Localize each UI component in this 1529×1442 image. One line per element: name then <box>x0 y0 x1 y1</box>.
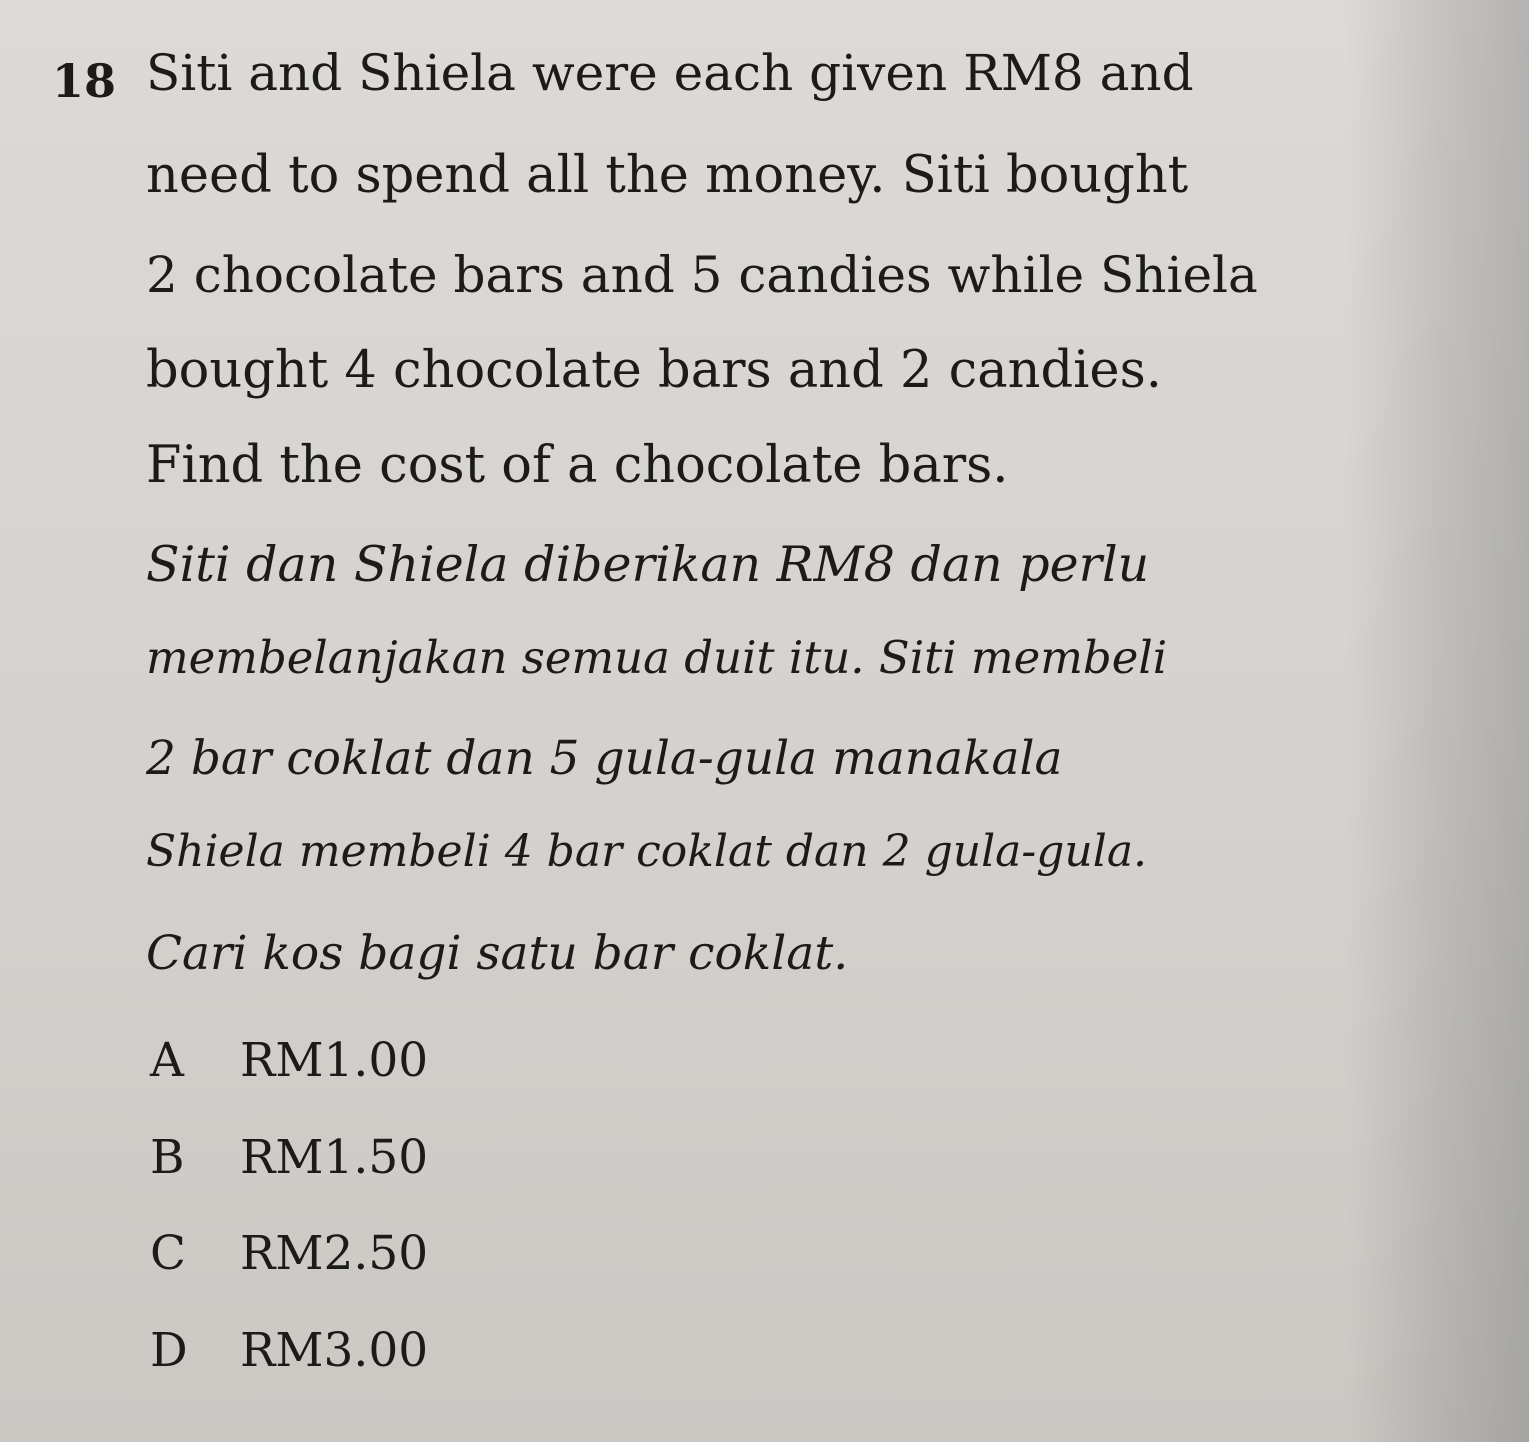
option-d <box>150 1323 429 1378</box>
question-text-ms-line-3: 2 bar coklat dan 5 gula-gula manakala <box>146 731 1063 786</box>
option-c <box>150 1226 429 1281</box>
option-letter: A <box>150 1033 184 1088</box>
option-letter: C <box>150 1226 186 1281</box>
option-value: RM2.50 <box>240 1226 429 1281</box>
question-text-en-line-5: Find the cost of a chocolate bars. <box>146 436 1009 495</box>
question-text-en-line-3: 2 chocolate bars and 5 candies while Shiela <box>146 246 1258 304</box>
option-value: RM1.50 <box>240 1130 429 1185</box>
question-text-en-line-4: bought 4 chocolate bars and 2 candies. <box>146 341 1162 400</box>
question-text-en-line-1: Siti and Shiela were each given RM8 and <box>146 44 1194 102</box>
question-text-ms-line-5: Cari kos bagi satu bar coklat. <box>146 926 849 981</box>
question-text-ms-line-1: Siti dan Shiela diberikan RM8 dan perlu <box>146 536 1150 593</box>
option-letter: D <box>150 1323 188 1378</box>
question-text-ms-line-4: Shiela membeli 4 bar coklat dan 2 gula-gula. <box>146 826 1148 877</box>
option-b <box>150 1130 429 1185</box>
question-text-ms-line-2: membelanjakan semua duit itu. Siti membeli <box>146 631 1168 684</box>
option-value: RM3.00 <box>240 1323 429 1378</box>
question-number: 18 <box>52 54 117 108</box>
question-text-en-line-2: need to spend all the money. Siti bought <box>146 146 1189 205</box>
option-value: RM1.00 <box>240 1033 429 1088</box>
option-letter: B <box>150 1130 185 1185</box>
option-a <box>150 1033 429 1088</box>
